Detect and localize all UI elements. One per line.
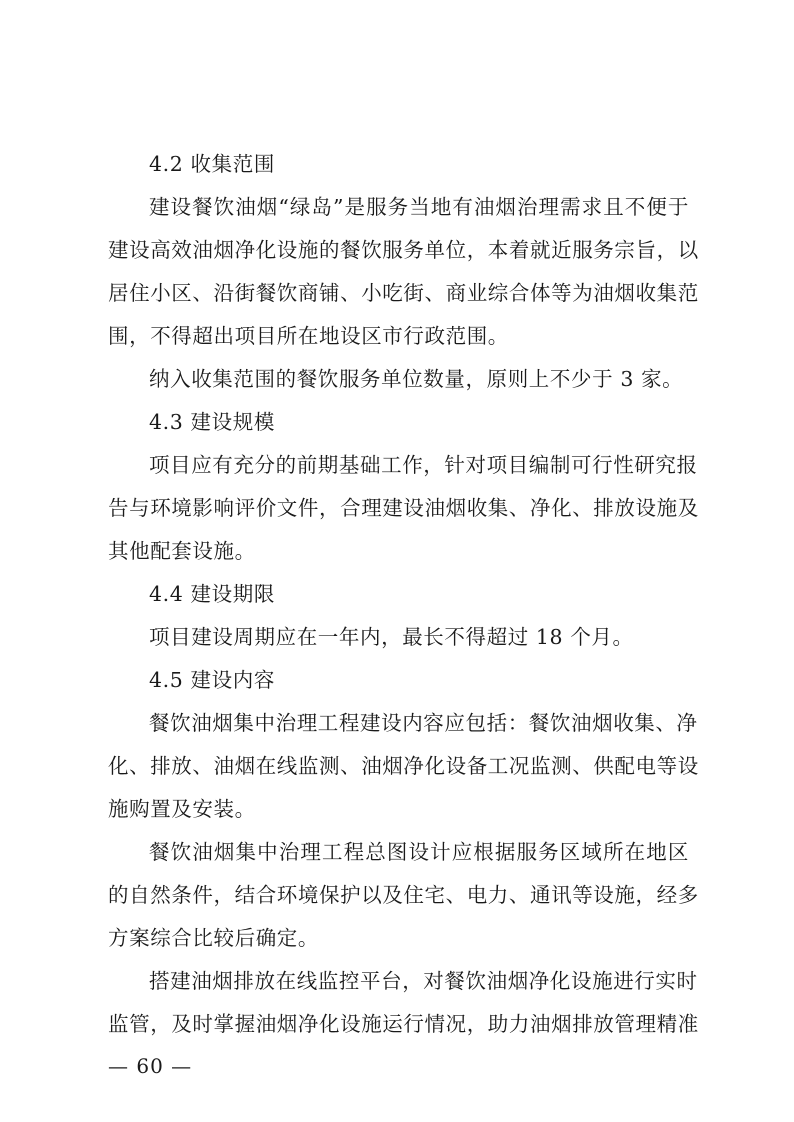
paragraph-line: 餐饮油烟集中治理工程建设内容应包括：餐饮油烟收集、净 [149, 711, 698, 735]
paragraph-line: 化、排放、油烟在线监测、油烟净化设备工况监测、供配电等设 [108, 754, 699, 778]
section-heading-4-3: 4.3 建设规模 [149, 410, 275, 434]
paragraph-line: 其他配套设施。 [108, 539, 256, 563]
paragraph-line: 搭建油烟排放在线监控平台，对餐饮油烟净化设施进行实时 [149, 969, 698, 993]
paragraph-line: 居住小区、沿街餐饮商铺、小吃街、商业综合体等为油烟收集范 [108, 281, 699, 305]
page-number: — 60 — [108, 1054, 193, 1078]
section-heading-4-4: 4.4 建设期限 [149, 582, 275, 606]
paragraph-line: 的自然条件，结合环境保护以及住宅、电力、通讯等设施，经多 [108, 883, 699, 907]
paragraph-line: 告与环境影响评价文件，合理建设油烟收集、净化、排放设施及 [108, 496, 699, 520]
paragraph-line: 餐饮油烟集中治理工程总图设计应根据服务区域所在地区 [149, 840, 689, 864]
paragraph-line: 施购置及安装。 [108, 797, 256, 821]
paragraph-line: 纳入收集范围的餐饮服务单位数量，原则上不少于 3 家。 [149, 367, 684, 391]
paragraph-line: 建设餐饮油烟“绿岛”是服务当地有油烟治理需求且不便于 [149, 195, 689, 219]
paragraph-line: 建设高效油烟净化设施的餐饮服务单位，本着就近服务宗旨，以 [108, 238, 699, 262]
paragraph-line: 方案综合比较后确定。 [108, 926, 319, 950]
paragraph-line: 项目建设周期应在一年内，最长不得超过 18 个月。 [149, 625, 634, 649]
paragraph-line: 监管，及时掌握油烟净化设施运行情况，助力油烟排放管理精准 [108, 1012, 699, 1036]
paragraph-line: 围，不得超出项目所在地设区市行政范围。 [108, 324, 509, 348]
section-heading-4-5: 4.5 建设内容 [149, 668, 275, 692]
section-heading-4-2: 4.2 收集范围 [149, 152, 275, 176]
paragraph-line: 项目应有充分的前期基础工作，针对项目编制可行性研究报 [149, 453, 698, 477]
